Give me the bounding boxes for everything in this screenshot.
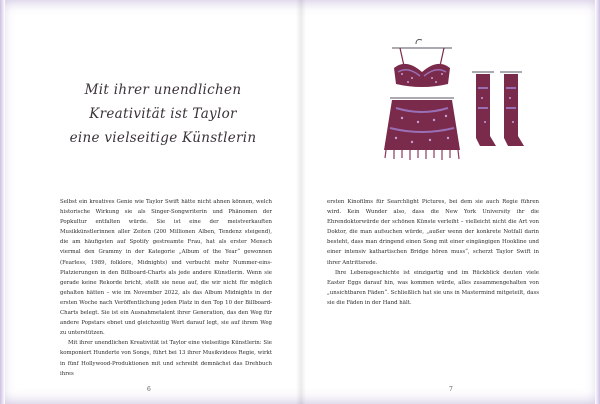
- book-gutter: [296, 0, 306, 404]
- sequin-top: [394, 64, 450, 87]
- page-number-right: 7: [449, 386, 453, 393]
- hanger-hook: [416, 40, 422, 45]
- pull-quote-line: Mit ihrer unendlichen: [84, 82, 242, 98]
- paragraph: ersten Kinofilms für Searchlight Pictures, bei dem sie auch Regie führen wird. Kein Wunder also, dass die New York University ihr die Ehrendoktorwürde der schönen Künste verleiht – vielleicht nicht die Art von Doktor, die man aufsuchen würde, „außer wenn der konkrete Notfall darin besteht, dass man dringend einen Song mit einer eingängigen Hookline und einer intensiv kathartischen Bridge hören muss“, scherzt Taylor Swift in ihrer Antrittsrede.: [327, 199, 539, 266]
- page-edge-left: [0, 0, 5, 404]
- paragraph: Selbst ein kreatives Genie wie Taylor Swift hätte nicht ahnen können, welch historische Wirkung sie als Singer-Songwriterin und Phänomen der Popkultur entfalten würde. Sie ist eine der meistverkauften Musikkünstlerinnen aller Zeiten (200 Millionen Alben, Tendenz steigend), die am häufigsten auf Spotify gestreamte Frau, hat als erster Mensch viermal den Grammy in der Kategorie „Album of the Year“ gewonnen (Fearless, 1989, folklore, Midnights) und verbucht mehr Nummer-eins-Platzierungen in den Billboard-Charts als jede andere Künstlerin. Wenn sie gerade keine Rekorde bricht, stellt sie neue auf, die wir nicht für möglich gehalten hätten – wie im November 2022, als das Album Midnights in der ersten Woche nach Veröffentlichung jeden Platz in den Top 10 der Billboard-Charts belegt. Sie ist ein Ausnahmetalent ihrer Generation, das den Weg für andere Popstars ebnet und gleichzeitig Wert darauf legt, sie auf ihrem Weg zu unterstützen.: [60, 199, 272, 337]
- pull-quote-line: eine vielseitige Künstlerin: [69, 130, 257, 146]
- pull-quote: [58, 78, 268, 150]
- sequin-costume-illustration: [372, 38, 532, 168]
- page-edge-right: [595, 0, 600, 404]
- paragraph: Ihre Lebensgeschichte ist einzigartig und im Rückblick deuten viele Easter Eggs darauf hin, was kommen würde, alles zusammengehalten von „unsichtbaren Fäden“. Schließlich hat sie uns in Mastermind mitgeteilt, dass sie die Fäden in der Hand hält.: [327, 269, 539, 306]
- left-page-body-text: [60, 197, 272, 379]
- right-page-body-text: [327, 197, 539, 308]
- sequin-skirt: [384, 100, 460, 150]
- pull-quote-line: Kreativität ist Taylor: [89, 106, 237, 122]
- page-number-left: 6: [147, 386, 151, 393]
- sequin-boots: [472, 72, 524, 146]
- paragraph: Mit ihrer unendlichen Kreativität ist Taylor eine vielseitige Künstlerin: Sie komponiert Hunderte von Songs, führt bei 13 ihrer Musikvideos Regie, wirkt in fünf Hollywood-Produktionen mit und schreibt demnächst das Drehbuch ihres: [60, 340, 272, 377]
